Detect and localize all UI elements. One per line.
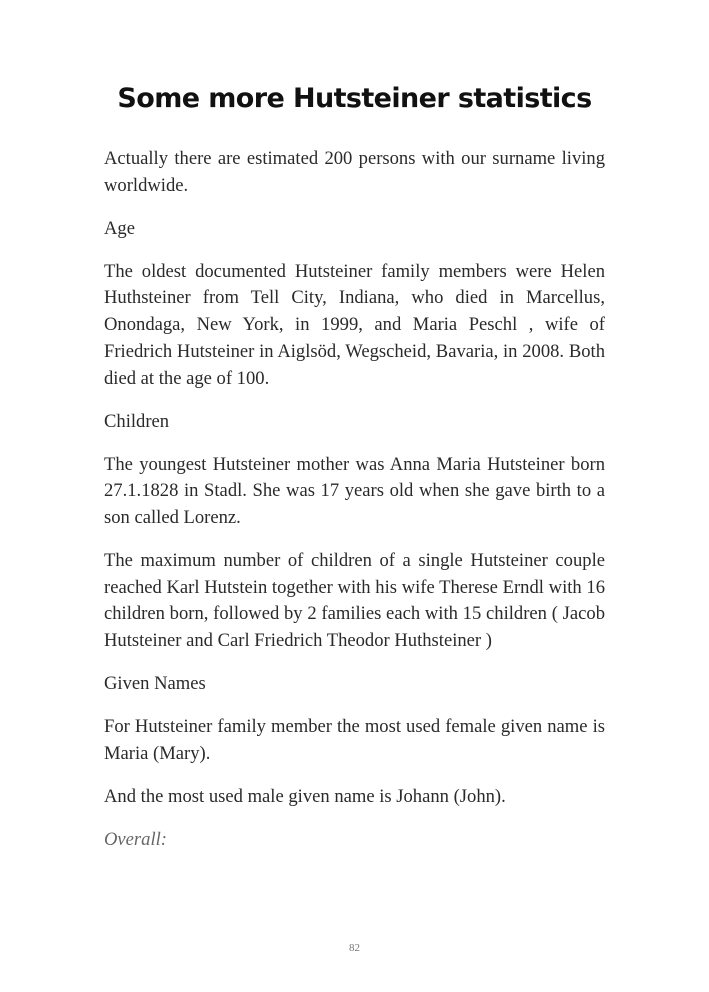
body-text <box>104 146 605 870</box>
female-name-paragraph: For Hutsteiner family member the most used female given name is Maria (Mary). <box>104 716 605 764</box>
intro-paragraph: Actually there are estimated 200 persons with our surname living worldwide. <box>104 148 605 196</box>
max-children-paragraph: The maximum number of children of a single Hutsteiner couple reached Karl Hutstein together with his wife Therese Erndl with 16 children born, followed by 2 families each with 15 children ( Jacob Hutsteiner and Carl Friedrich Theodor Huthsteiner ) <box>104 549 605 652</box>
youngest-mother-paragraph: The youngest Hutsteiner mother was Anna Maria Hutsteiner born 27.1.1828 in Stadl. She was 17 years old when she gave birth to a son called Lorenz. <box>104 453 605 528</box>
page-title: Some more Hutsteiner statistics <box>117 83 592 114</box>
children-heading: Children <box>104 410 170 432</box>
given-names-heading: Given Names <box>104 673 206 695</box>
page-number: 82 <box>349 942 360 954</box>
age-heading: Age <box>104 217 135 239</box>
age-paragraph: The oldest documented Hutsteiner family members were Helen Huthsteiner from Tell City, Indiana, who died in Marcellus, Onondaga, New York, in 1999, and Maria Peschl , wife of Friedrich Hutsteiner in Aiglsöd, Wegscheid, Bavaria, in 2008. Both died at the age of 100. <box>104 260 605 389</box>
overall-label: Overall: <box>104 828 167 850</box>
male-name-paragraph: And the most used male given name is Johann (John). <box>104 785 506 807</box>
